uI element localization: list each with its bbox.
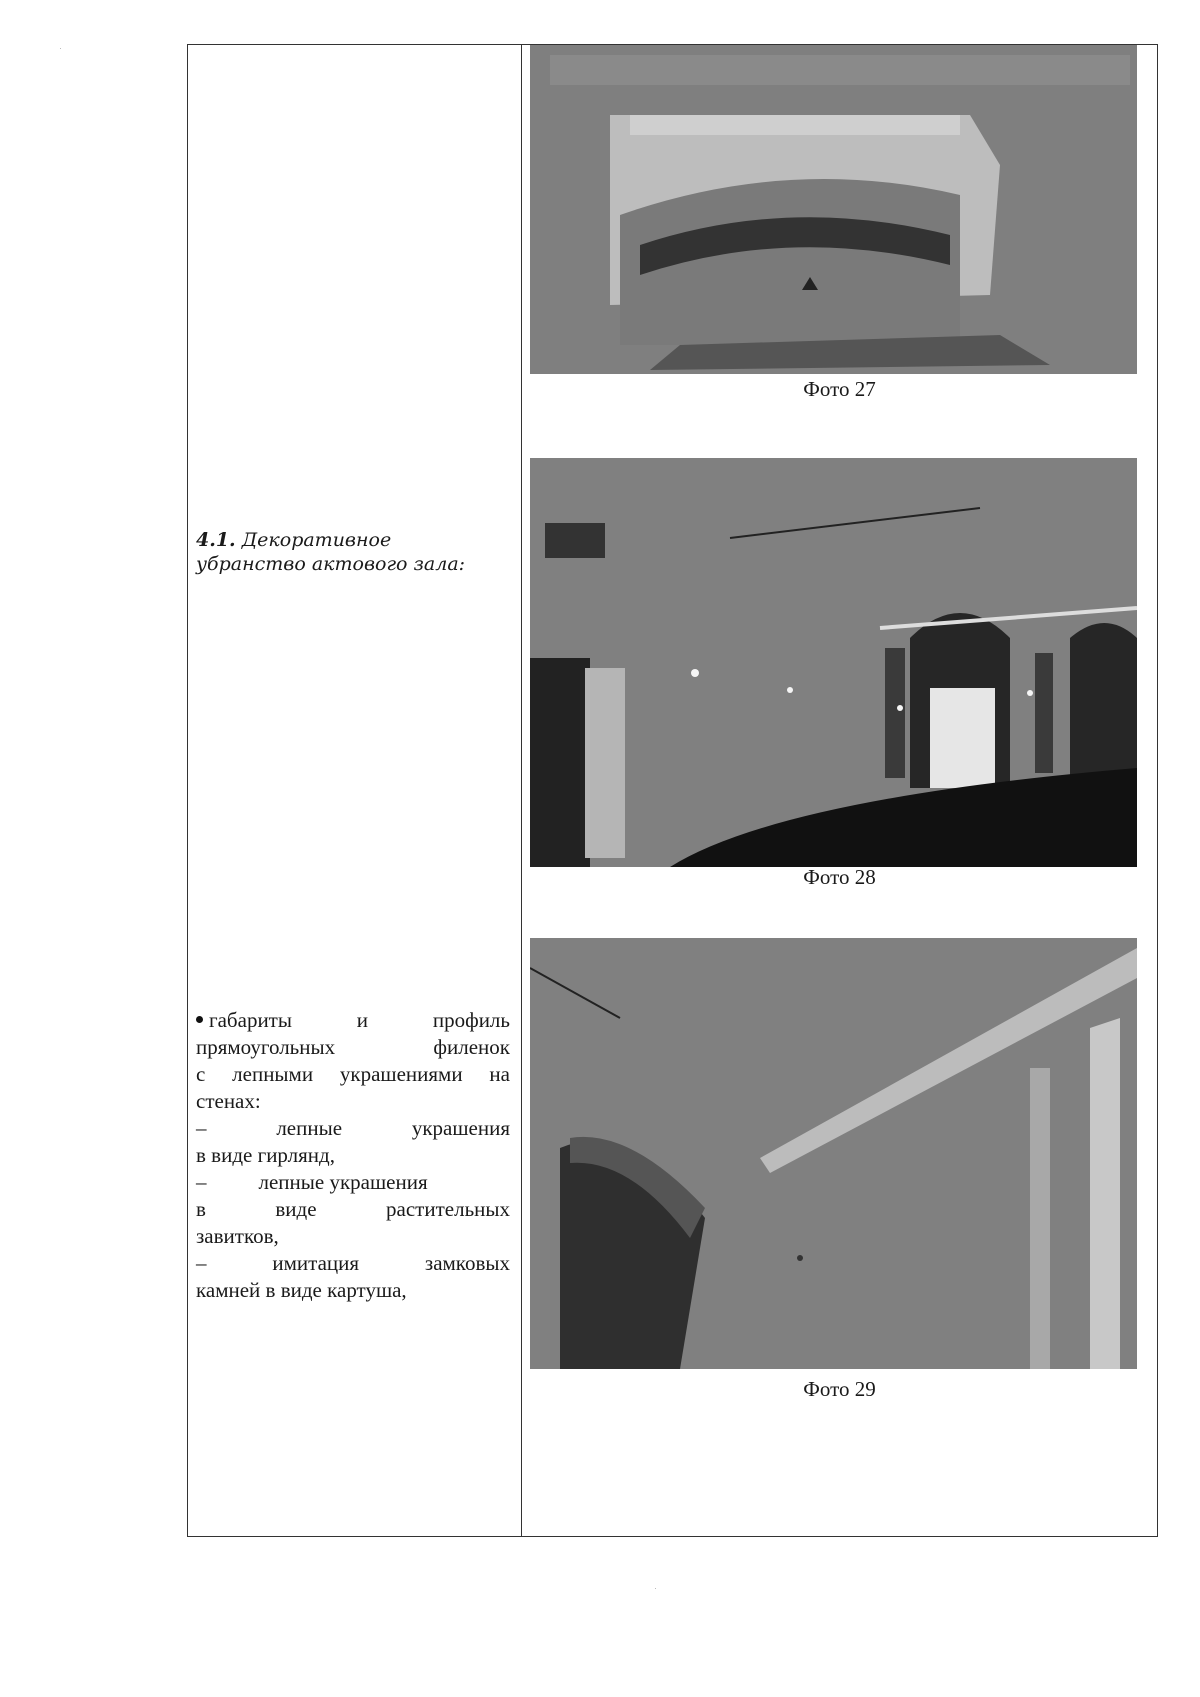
photo-29 [530, 938, 1137, 1369]
desc-word: растительных [386, 1197, 510, 1221]
scan-speck [655, 1588, 656, 1589]
list-item-1-cont: в виде гирлянд, [196, 1143, 335, 1167]
desc-word: и [356, 1008, 369, 1032]
desc-word: габариты [209, 1008, 292, 1032]
desc-word: виде [275, 1197, 317, 1221]
dash-marker: – [196, 1116, 207, 1140]
photo-27 [530, 45, 1137, 374]
desc-word: профиль [432, 1008, 510, 1032]
dash-marker: – [196, 1251, 207, 1275]
desc-word: имитация [272, 1251, 360, 1275]
desc-word: лепными [232, 1062, 314, 1086]
dash-marker: – [196, 1170, 207, 1194]
photo-27-caption: Фото 27 [803, 377, 876, 401]
desc-word: на [489, 1062, 510, 1086]
list-item-3-cont: камней в виде картуша, [196, 1278, 407, 1302]
desc-word: украшениями [339, 1062, 463, 1086]
desc-line-4: стенах: [196, 1089, 261, 1113]
desc-word: прямоугольных [196, 1035, 336, 1059]
bullet-icon [196, 1016, 203, 1023]
list-item-2 [196, 1169, 510, 1196]
desc-word: филенок [433, 1035, 510, 1059]
desc-line-2 [196, 1034, 510, 1061]
section-heading [196, 528, 496, 576]
description-column [188, 45, 521, 1536]
desc-line-1 [196, 1007, 510, 1034]
desc-word: в [196, 1197, 206, 1221]
scan-speck [60, 48, 61, 49]
section-number: 4.1. [196, 529, 236, 551]
desc-word: лепные украшения [258, 1170, 428, 1194]
list-item-1 [196, 1115, 510, 1142]
list-item-2-cont-2: завитков, [196, 1224, 279, 1248]
description-text [196, 1007, 510, 1304]
photo-28 [530, 458, 1137, 867]
section-title: Декоративное убранство актового зала: [196, 529, 466, 575]
desc-word: с [196, 1062, 206, 1086]
list-item-2-cont [196, 1196, 510, 1223]
desc-word: украшения [411, 1116, 510, 1140]
document-table [187, 44, 1158, 1537]
photo-28-caption: Фото 28 [803, 865, 876, 889]
list-item-3 [196, 1250, 510, 1277]
photo-column [522, 45, 1157, 1536]
desc-word: замковых [424, 1251, 510, 1275]
desc-line-3 [196, 1061, 510, 1088]
desc-word: лепные [276, 1116, 343, 1140]
photo-29-caption: Фото 29 [803, 1377, 876, 1401]
